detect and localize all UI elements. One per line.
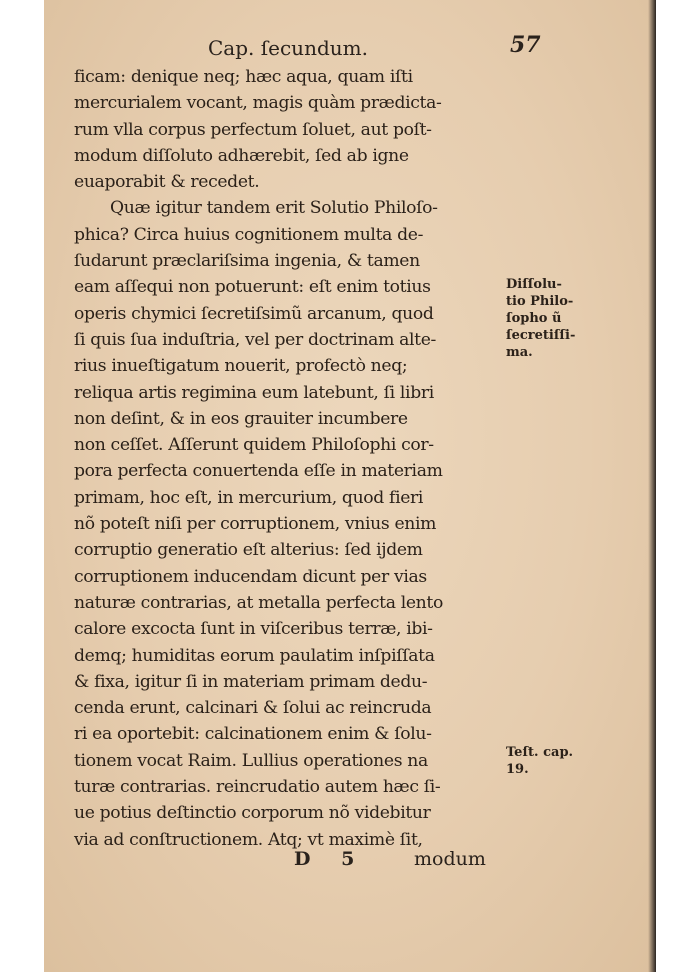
text-line: ſi quis ſua induſtria, vel per doctrinam alte-	[74, 329, 437, 350]
signature-mark: D 5	[294, 848, 367, 870]
body-text	[74, 64, 544, 853]
marginal-note-line: 19.	[506, 762, 529, 777]
book-page	[44, 0, 656, 972]
text-line: mercurialem vocant, magis quàm prædicta-	[74, 93, 442, 114]
text-line: eam aſſequi non potuerunt: eſt enim totius	[74, 277, 431, 298]
page-header	[44, 32, 656, 66]
page-edge-shadow	[648, 0, 656, 972]
text-line: calore excocta ſunt in viſceribus terræ, ibi-	[74, 619, 433, 640]
text-line: nõ poteſt niſi per corruptionem, vnius enim	[74, 514, 437, 535]
text-line: ue potius deſtinctio corporum nõ videbitur	[74, 803, 431, 824]
text-line: reliqua artis regimina eum latebunt, ſi libri	[74, 382, 434, 403]
marginal-note-dissolutio	[506, 276, 575, 361]
marginal-note-line: ſecretiſſi-	[506, 328, 576, 343]
text-line: cenda erunt, calcinari & ſolui ac reincruda	[74, 698, 432, 719]
running-title: Cap. ſecundum.	[208, 36, 368, 60]
text-line: corruptionem inducendam dicunt per vias	[74, 566, 427, 587]
text-line: non deſint, & in eos grauiter incumbere	[74, 408, 408, 429]
text-line: corruptio generatio eſt alterius: ſed ijdem	[74, 540, 423, 561]
text-line: ficam: denique neq; hæc aqua, quam iſti	[74, 67, 413, 87]
marginal-note-line: Diſſolu-	[506, 277, 562, 292]
text-line: rius inueſtigatum nouerit, profectò neq;	[74, 356, 408, 377]
text-line: pora perfecta conuertenda eſſe in materiam	[74, 461, 443, 482]
text-line: tionem vocat Raim. Lullius operationes na	[74, 750, 428, 771]
text-line: ri ea oportebit: calcinationem enim & ſolu-	[74, 724, 432, 745]
text-line: euaporabit & recedet.	[74, 172, 260, 193]
text-line: rum vlla corpus perfectum ſoluet, aut poſt-	[74, 119, 432, 140]
marginal-note-line: ſopho ũ	[506, 311, 562, 326]
text-line: operis chymici ſecretiſsimũ arcanum, quod	[74, 303, 434, 324]
text-line: via ad conſtructionem. Atq; vt maximè ſit,	[74, 829, 423, 850]
page-number: 57	[510, 32, 541, 58]
marginal-note-line: ma.	[506, 345, 533, 360]
text-line-paragraph-start: Quæ igitur tandem erit Solutio Philoſo-	[110, 198, 438, 219]
text-line: turæ contrarias. reincrudatio autem hæc ſi-	[74, 777, 441, 798]
marginal-note-line: Teſt. cap.	[506, 745, 574, 760]
text-line: primam, hoc eſt, in mercurium, quod fieri	[74, 487, 424, 508]
marginal-note-testamentum	[506, 744, 573, 778]
text-line: modum diſſoluto adhærebit, ſed ab igne	[74, 145, 409, 166]
text-line: & fixa, igitur ſi in materiam primam dedu-	[74, 671, 428, 692]
text-line: ſudarunt præclariſsima ingenia, & tamen	[74, 251, 420, 272]
text-line: naturæ contrarias, at metalla perfecta lento	[74, 592, 443, 613]
text-line: non ceſſet. Aſſerunt quidem Philoſophi cor-	[74, 435, 434, 456]
catchword: modum	[414, 848, 486, 870]
text-line: demq; humiditas eorum paulatim inſpiſſata	[74, 645, 435, 666]
text-line: phica? Circa huius cognitionem multa de-	[74, 224, 424, 245]
marginal-note-line: tio Philo-	[506, 294, 574, 309]
